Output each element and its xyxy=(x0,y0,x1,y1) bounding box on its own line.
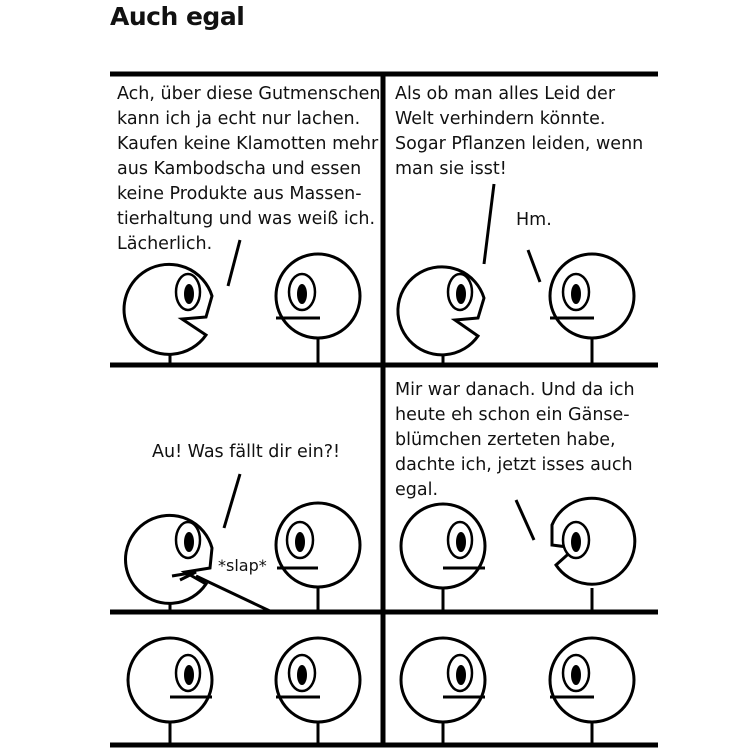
panel-3-right-character xyxy=(276,503,360,612)
panel-3-left-character xyxy=(126,515,212,612)
speech-line: Als ob man alles Leid der xyxy=(395,84,616,104)
panel-4-speech-tail xyxy=(516,500,534,540)
speech-line: keine Produkte aus Massen- xyxy=(117,184,362,204)
speech-line: Kaufen keine Klamotten mehr xyxy=(117,134,379,154)
panel-1-right-character xyxy=(276,254,360,365)
panel-3-slapping-arm xyxy=(196,576,272,612)
panel-2-left-character xyxy=(398,267,484,365)
speech-line: kann ich ja echt nur lachen. xyxy=(117,109,361,129)
panel-3-speech-tail xyxy=(224,474,240,528)
panel-3-speech: Au! Was fällt dir ein?! xyxy=(152,442,341,462)
speech-line: dachte ich, jetzt isses auch xyxy=(395,455,633,475)
panel-4-speech xyxy=(395,378,635,503)
speech-line: Sogar Pflanzen leiden, wenn xyxy=(395,134,644,154)
speech-line: Ach, über diese Gutmenschen xyxy=(117,84,381,104)
speech-line: tierhaltung und was weiß ich. xyxy=(117,209,376,229)
comic-title: Auch egal xyxy=(110,2,245,31)
panel-6-right-character xyxy=(550,638,634,745)
panel-2-right-character xyxy=(550,254,634,365)
panel-2-speech xyxy=(395,82,643,182)
panel-5-left-character xyxy=(128,638,212,745)
speech-line: man sie isst! xyxy=(395,159,507,179)
speech-line: blümchen zerteten habe, xyxy=(395,430,616,450)
panel-3-sound-effect: *slap* xyxy=(218,556,267,575)
panel-4-left-character xyxy=(401,504,485,612)
speech-line: Welt verhindern könnte. xyxy=(395,109,606,129)
panel-4-right-character xyxy=(552,498,635,612)
panel-6-left-character xyxy=(401,638,485,745)
panel-1-left-character xyxy=(124,264,212,365)
panel-2-reply-tail xyxy=(528,250,540,282)
panel-1-speech xyxy=(117,82,381,257)
speech-line: heute eh schon ein Gänse- xyxy=(395,405,630,425)
speech-line: aus Kambodscha und essen xyxy=(117,159,362,179)
speech-line: Mir war danach. Und da ich xyxy=(395,380,635,400)
panel-2-reply: Hm. xyxy=(516,210,552,230)
panel-5-right-character xyxy=(276,638,360,745)
panel-2-speech-tail xyxy=(484,184,494,264)
speech-line: egal. xyxy=(395,480,439,500)
speech-line: Lächerlich. xyxy=(117,234,213,254)
